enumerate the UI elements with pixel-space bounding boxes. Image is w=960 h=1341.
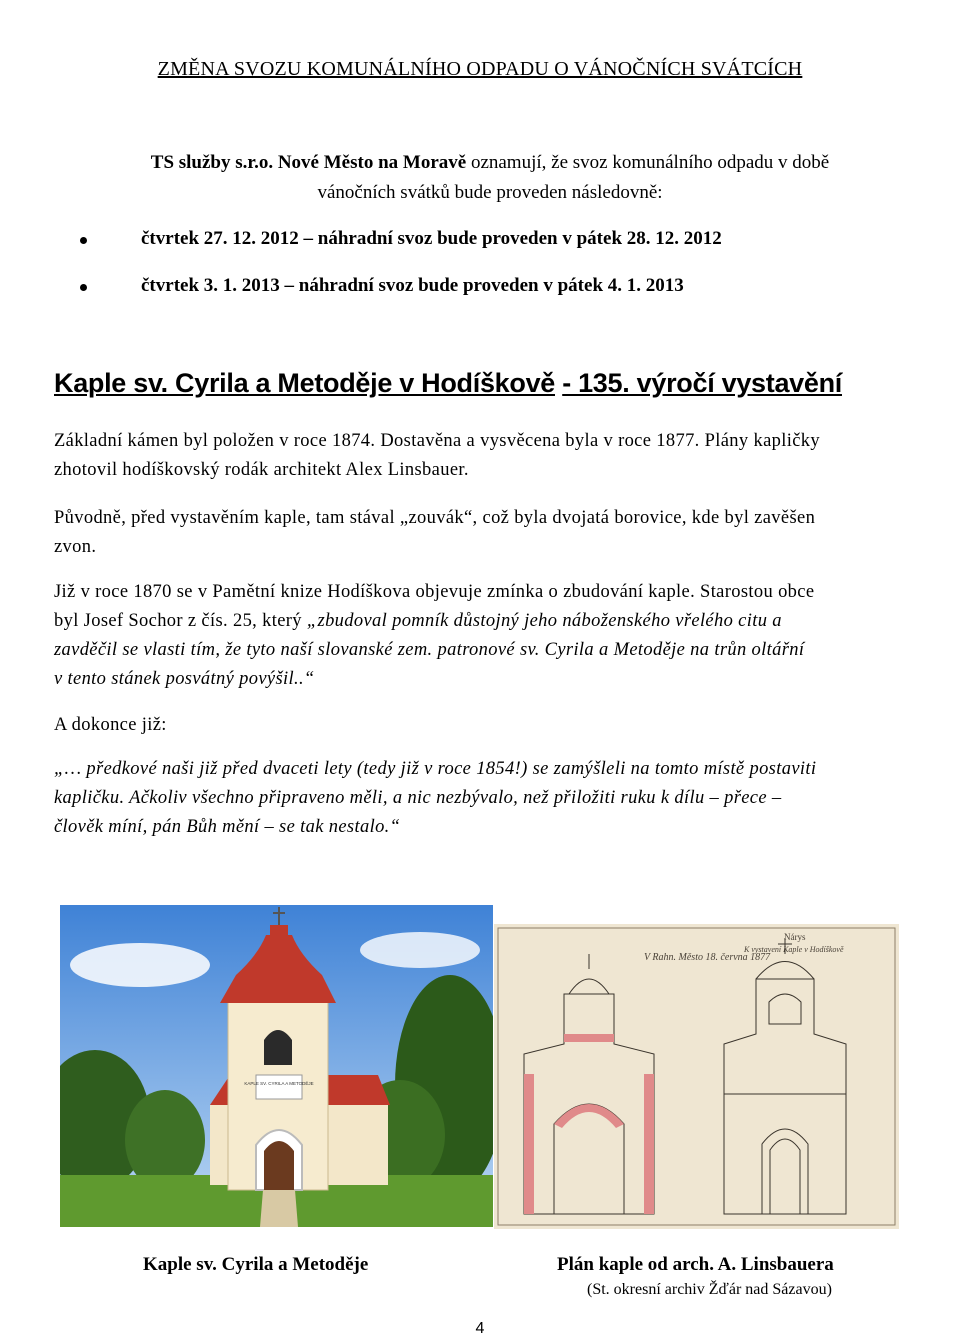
heading-part2: - 135. výročí vystavění xyxy=(562,368,842,398)
quote-italic: zavděčil se vlasti tím, že tyto naší slovanské zem. patronové sv. Cyrila a Metoděje na trůn oltářní xyxy=(54,640,805,660)
plan-header-text: Nárys xyxy=(784,932,806,942)
paragraph-line-normal: byl Josef Sochor z čís. 25, který xyxy=(54,611,307,631)
company-name: TS služby s.r.o. Nové Město na Moravě xyxy=(150,152,467,173)
quote-italic: „… předkové naši již před dvaceti lety (tedy již v roce 1854!) se zamýšleli na tomto místě postaviti xyxy=(54,759,817,779)
paragraph-line xyxy=(54,813,900,842)
page-title: ZMĚNA SVOZU KOMUNÁLNÍHO ODPADU O VÁNOČNÍCH SVÁTCÍCH xyxy=(157,58,803,80)
paragraph-history xyxy=(54,427,900,485)
paragraph-line: zvon. xyxy=(54,537,97,557)
paragraph-line xyxy=(54,607,900,636)
heading-part1: Kaple sv. Cyrila a Metoděje v Hodíškově xyxy=(54,368,555,398)
plan-source: (St. okresní archiv Žďár nad Sázavou) xyxy=(587,1281,832,1298)
schedule-item-text: čtvrtek 3. 1. 2013 – náhradní svoz bude proveden v pátek 4. 1. 2013 xyxy=(141,275,684,296)
intro-line2: vánočních svátků bude proveden následovně: xyxy=(317,182,663,203)
photo-caption: Kaple sv. Cyrila a Metoděje xyxy=(143,1254,369,1275)
quote-italic: kapličku. Ačkoliv všechno připraveno měli, a nic nezbývalo, než přiložiti ruku k dílu – přece – xyxy=(54,788,782,808)
plan-date-text: V Rahn. Město 18. června 1877 xyxy=(644,952,771,963)
architectural-plan xyxy=(494,924,899,1229)
paragraph-line xyxy=(54,755,900,784)
bullet-icon xyxy=(80,237,87,244)
page-number: 4 xyxy=(475,1320,485,1337)
section-heading xyxy=(54,368,842,399)
schedule-item-text: čtvrtek 27. 12. 2012 – náhradní svoz bude proveden v pátek 28. 12. 2012 xyxy=(141,228,722,249)
paragraph-line: Již v roce 1870 se v Pamětní knize Hodíškova objevuje zmínka o zbudování kaple. Starostou obce xyxy=(54,582,815,602)
plan-subheader-text: K vystavení Kaple v Hodíškově xyxy=(744,945,844,954)
plan-caption: Plán kaple od arch. A. Linsbauera xyxy=(557,1254,834,1275)
paragraph-line: zhotovil hodíškovský rodák architekt Alex Linsbauer. xyxy=(54,460,469,480)
paragraph-line xyxy=(54,665,900,694)
intro-notice xyxy=(90,148,890,208)
quote-italic: člověk míní, pán Bůh mění – se tak nestalo.“ xyxy=(54,817,401,837)
paragraph-line xyxy=(54,636,900,665)
intro-line1: oznamují, že svoz komunálního odpadu v době xyxy=(466,152,830,173)
paragraph-line: Původně, před vystavěním kaple, tam stával „zouvák“, což byla dvojatá borovice, kde byl zavěšen xyxy=(54,508,816,528)
paragraph-quote xyxy=(54,755,900,842)
paragraph-origin xyxy=(54,504,900,562)
paragraph-line: Základní kámen byl položen v roce 1874. Dostavěna a vysvěcena byla v roce 1877. Plány kapličky xyxy=(54,431,820,451)
chapel-sign-text: KAPLE SV. CYRILA A METODĚJE xyxy=(244,1081,314,1086)
chapel-photo xyxy=(60,905,493,1227)
paragraph-memorial-book xyxy=(54,578,900,694)
bullet-icon xyxy=(80,284,87,291)
paragraph-line xyxy=(54,784,900,813)
quote-italic: v tento stánek posvátný povýšil..“ xyxy=(54,669,315,689)
paragraph-intro-quote: A dokonce již: xyxy=(54,715,167,735)
quote-italic: „zbudoval pomník důstojný jeho náboženského vřelého citu a xyxy=(306,611,782,631)
